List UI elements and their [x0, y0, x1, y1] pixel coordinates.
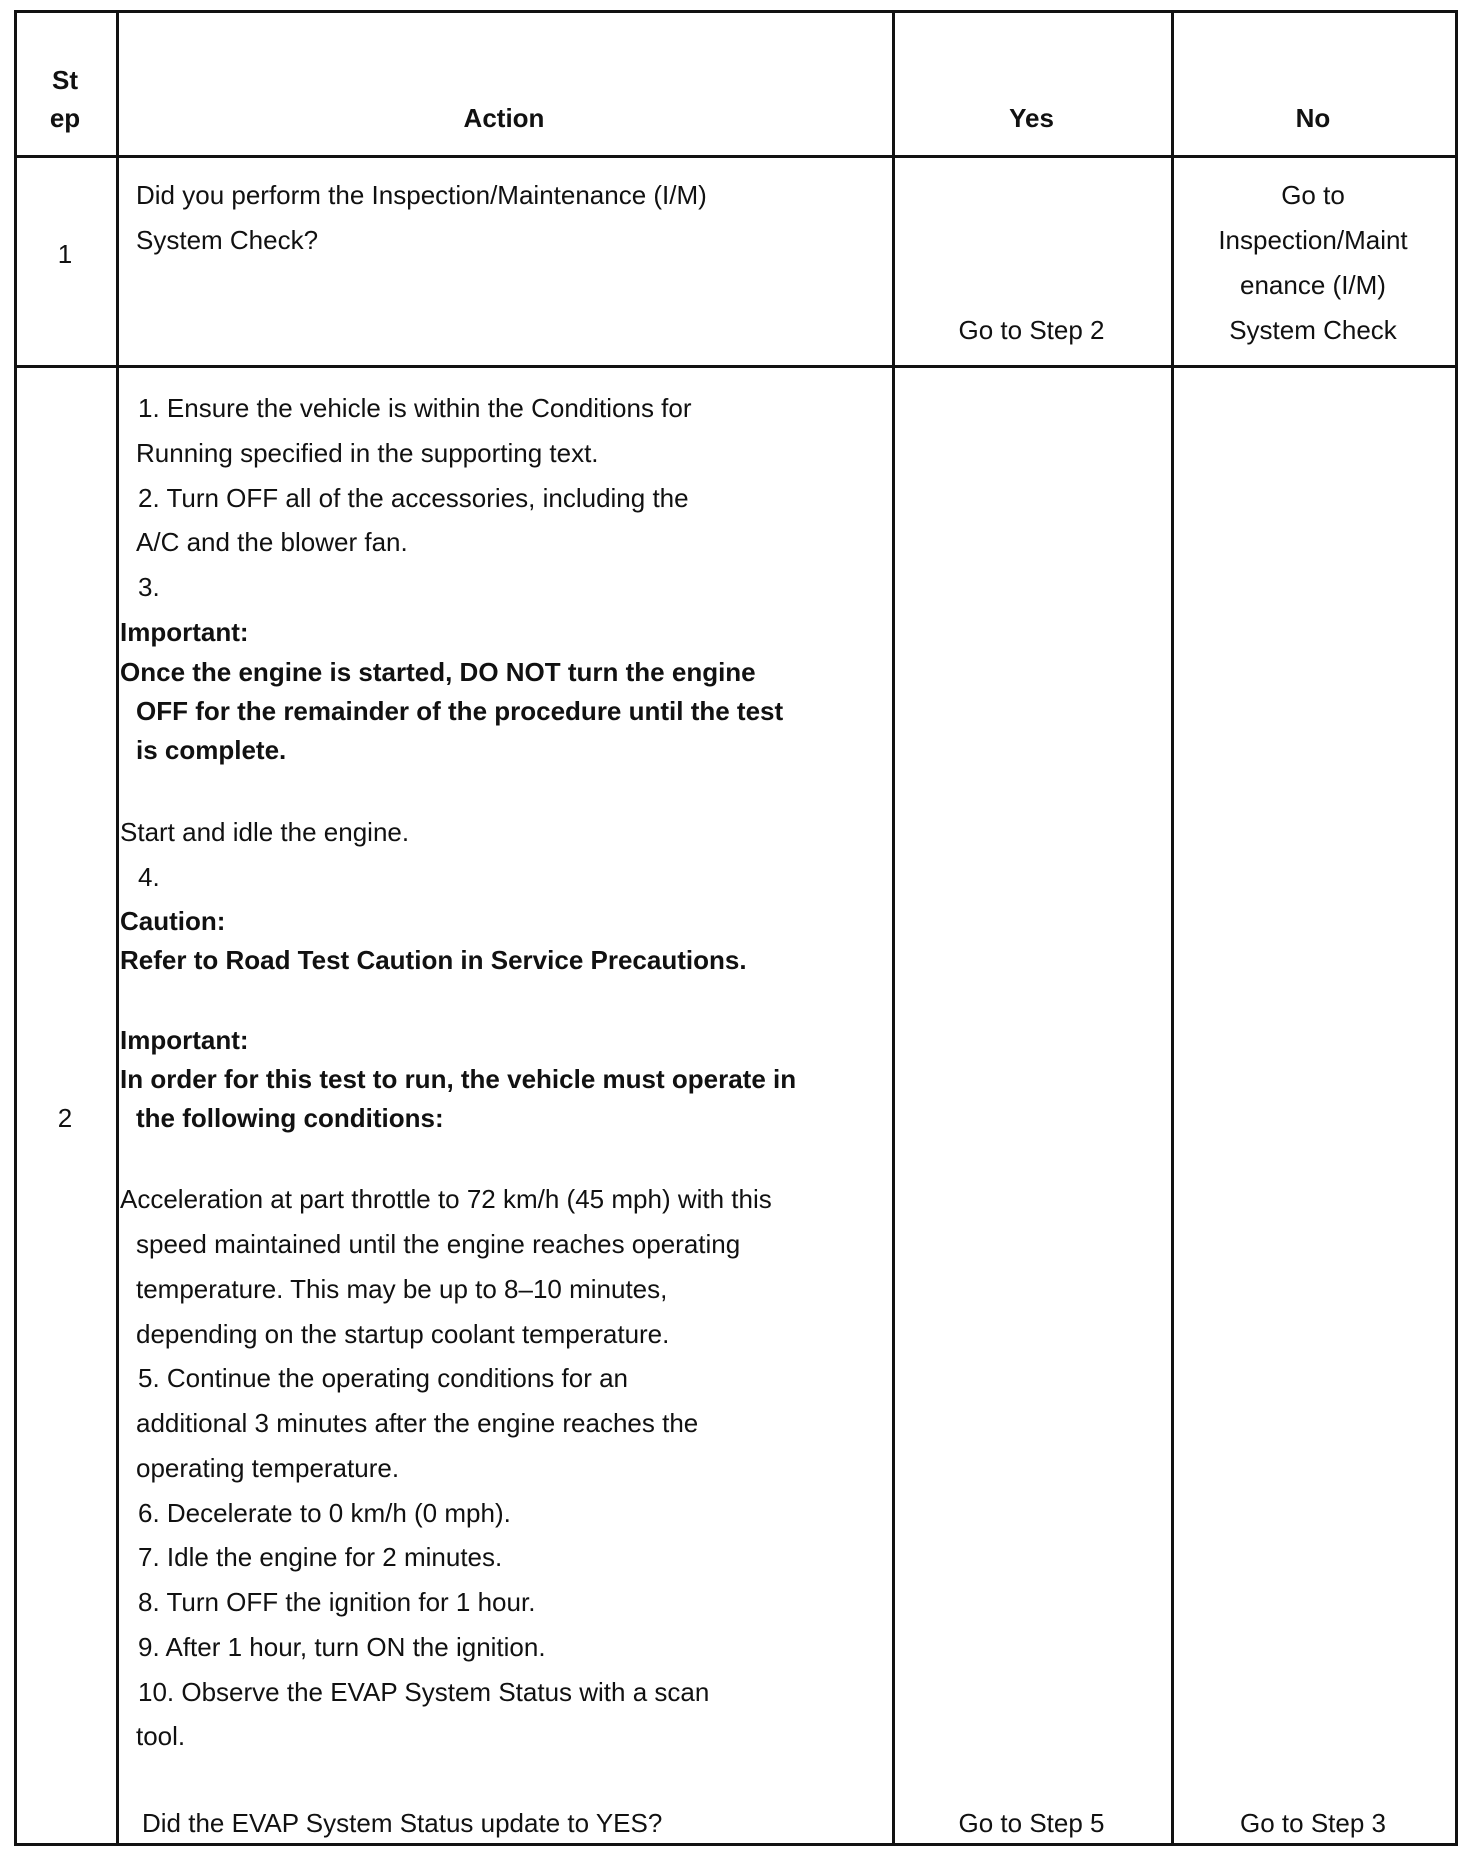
caution-label: Caution:: [120, 906, 226, 936]
step2-item4-number: 4.: [138, 862, 160, 892]
step2-accel-line1: Acceleration at part throttle to 72 km/h (45 mph) with this: [120, 1184, 772, 1214]
important-label: Important:: [120, 617, 249, 647]
row1-action-line1: Did you perform the Inspection/Maintenance (I/M): [136, 180, 707, 210]
header-action: Action: [463, 103, 545, 133]
important-label: Important:: [120, 1025, 249, 1055]
row1-no-line1: Go to: [1281, 180, 1345, 210]
row-divider: [14, 365, 1458, 368]
step2-accel-line2: speed maintained until the engine reaches operating: [136, 1229, 741, 1259]
step2-item2-line1: 2. Turn OFF all of the accessories, including the: [138, 483, 689, 513]
row1-no-line3: enance (I/M): [1240, 270, 1386, 300]
important-text-line1: Once the engine is started, DO NOT turn the engine: [120, 657, 756, 687]
header-step-line2: ep: [49, 103, 81, 133]
col-divider-action: [116, 10, 119, 1846]
table-border-top: [14, 10, 1458, 13]
step2-item1-line2: Running specified in the supporting text.: [136, 438, 599, 468]
row1-yes: Go to Step 2: [958, 315, 1105, 345]
step2-item10-line2: tool.: [136, 1721, 186, 1751]
header-yes: Yes: [1009, 103, 1054, 133]
row1-no-line4: System Check: [1229, 315, 1397, 345]
step2-item5-line2: additional 3 minutes after the engine reaches the: [136, 1408, 699, 1438]
row1-no-line2: Inspection/Maint: [1218, 225, 1408, 255]
step2-item6: 6. Decelerate to 0 km/h (0 mph).: [138, 1498, 511, 1528]
diagnostic-table: [14, 10, 1458, 1846]
step2-accel-line3: temperature. This may be up to 8–10 minutes,: [136, 1274, 668, 1304]
header-divider: [14, 155, 1458, 158]
step2-item8: 8. Turn OFF the ignition for 1 hour.: [138, 1587, 536, 1617]
step2-item3-number: 3.: [138, 572, 160, 602]
step2-item10-line1: 10. Observe the EVAP System Status with a scan: [138, 1677, 710, 1707]
col-divider-yes: [892, 10, 895, 1846]
table-border-right: [1455, 10, 1458, 1846]
row2-step: 2: [57, 1103, 73, 1133]
row2-yes: Go to Step 5: [958, 1808, 1105, 1838]
step2-question: Did the EVAP System Status update to YES?: [142, 1808, 663, 1838]
table-border-left: [14, 10, 17, 1846]
step2-item1-line1: 1. Ensure the vehicle is within the Conditions for: [138, 393, 692, 423]
row2-no: Go to Step 3: [1240, 1808, 1386, 1838]
row1-action-line2: System Check?: [136, 225, 319, 255]
step2-item9: 9. After 1 hour, turn ON the ignition.: [138, 1632, 546, 1662]
step2-item2-line2: A/C and the blower fan.: [136, 527, 408, 557]
step2-accel-line4: depending on the startup coolant temperature.: [136, 1319, 670, 1349]
step2-item7: 7. Idle the engine for 2 minutes.: [138, 1542, 503, 1572]
important-text-line2: the following conditions:: [136, 1103, 444, 1133]
step2-item5-line1: 5. Continue the operating conditions for an: [138, 1363, 629, 1393]
header-step-line1: St: [52, 65, 78, 95]
step2-item5-line3: operating temperature.: [136, 1453, 400, 1483]
important-text-line3: is complete.: [136, 735, 287, 765]
step2-start-idle: Start and idle the engine.: [120, 817, 410, 847]
row1-step: 1: [57, 239, 73, 269]
caution-text: Refer to Road Test Caution in Service Precautions.: [120, 945, 747, 975]
header-no: No: [1295, 103, 1331, 133]
important-text-line1: In order for this test to run, the vehicle must operate in: [120, 1064, 797, 1094]
important-text-line2: OFF for the remainder of the procedure until the test: [136, 696, 784, 726]
